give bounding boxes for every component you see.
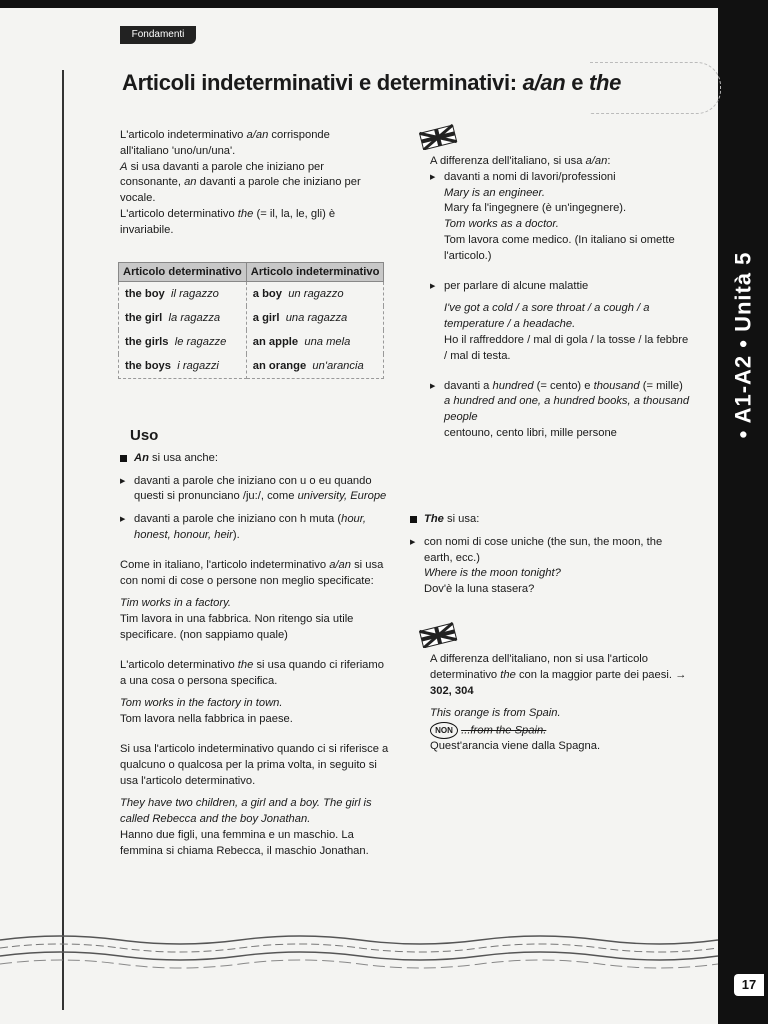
bottom-wave-decoration: [0, 930, 718, 970]
countries-example-italian: Quest'arancia viene dalla Spagna.: [430, 740, 601, 753]
table-header-row: [119, 263, 384, 282]
the-usage-intro: The si usa:: [410, 512, 690, 528]
intro-paragraph-3: L'articolo determinativo the (= il, la, le, gli) è invariabile.: [120, 207, 336, 236]
intro-paragraph-1: L'articolo indeterminativo a/an corrisponde all'italiano 'uno/un/una'.: [120, 129, 330, 157]
professions-example-2-english: Tom works as a doctor.: [444, 218, 559, 231]
table-cell: the boys i ragazzi: [119, 354, 247, 379]
unique-example-italian: Dov'è la luna stasera?: [424, 583, 535, 596]
top-border: [0, 0, 768, 8]
a-an-bullet-1: ▶ davanti a nomi di lavori/professioni: [430, 170, 692, 186]
example-2-english: Tom works in the factory in town.: [120, 697, 283, 710]
page-left-edge: [62, 70, 64, 1010]
an-usage-bullet-2: ▶ davanti a parole che iniziano con h muta (hour, honest, honour, heir).: [120, 512, 390, 544]
uk-flag-icon: [418, 622, 458, 648]
unique-example-english: Where is the moon tonight?: [424, 567, 561, 580]
professions-example-2-italian: Tom lavora come medico. (In italiano si omette l'articolo.): [444, 233, 675, 262]
unit-side-label: • A1-A2 • Unità 5: [730, 251, 756, 439]
table-header-indeterminative: Articolo indeterminativo: [246, 263, 384, 282]
illness-example-english: I've got a cold / a sore throat / a cough / a temperature / a headache.: [444, 302, 650, 331]
table-row: [119, 306, 384, 330]
table-cell: the boy il ragazzo: [119, 282, 247, 307]
numbers-example-english: a hundred and one, a hundred books, a thousand people: [444, 395, 690, 424]
an-usage-bullet-1: ▶ davanti a parole che iniziano con u o eu quando questi si pronunciano /ju:/, come university, Europe: [120, 474, 390, 506]
table-cell: the girl la ragazza: [119, 306, 247, 330]
intro-paragraph-2: A si usa davanti a parole che iniziano per consonante, an davanti a parole che iniziano per vocale.: [120, 160, 361, 205]
page-number: 17: [734, 974, 764, 996]
uso-paragraph-3: Si usa l'articolo indeterminativo quando ci si riferisce a qualcuno o qualcosa per la prima volta, in seguito si usa l'articolo determinativo.: [120, 742, 389, 787]
illness-example-italian: Ho il raffreddore / mal di gola / la tosse / la febbre / mal di testa.: [444, 333, 689, 362]
countries-note: [430, 652, 692, 755]
a-an-differences-intro: A differenza dell'italiano, si usa a/an:: [430, 155, 611, 167]
a-an-bullet-2: ▶ per parlare di alcune malattie: [430, 279, 692, 295]
example-3-italian: Hanno due figli, una femmina e un maschio. La femmina si chiama Rebecca, il maschio Jonathan.: [120, 828, 369, 857]
unit-side-band: [718, 0, 768, 1024]
table-cell: a boy un ragazzo: [246, 282, 384, 307]
uso-heading: Uso: [130, 427, 159, 444]
page-title: Articoli indeterminativi e determinativi: a/an e the: [122, 70, 622, 95]
table-cell: an apple una mela: [246, 330, 384, 354]
table-cell: a girl una ragazza: [246, 306, 384, 330]
articles-table: [118, 262, 384, 379]
professions-example-1-english: Mary is an engineer.: [444, 186, 545, 199]
non-badge-icon: NON: [430, 722, 458, 739]
uso-section: [120, 428, 390, 860]
numbers-example-italian: centouno, cento libri, mille persone: [444, 426, 617, 439]
a-an-differences: [430, 154, 692, 442]
uso-paragraph-2: L'articolo determinativo the si usa quando ci riferiamo a una cosa o persona specifica.: [120, 658, 384, 687]
intro-text: [120, 128, 372, 239]
uso-paragraph-1: Come in italiano, l'articolo indeterminativo a/an si usa con nomi di cose o persone non meglio specificate:: [120, 558, 384, 587]
countries-note-text: A differenza dell'italiano, non si usa l'articolo determinativo the con la maggior parte dei paesi. → 302, 304: [430, 653, 687, 697]
section-tag: Fondamenti: [120, 26, 196, 44]
table-row: [119, 354, 384, 379]
example-2-italian: Tom lavora nella fabbrica in paese.: [120, 713, 293, 726]
table-header-determinative: Articolo determinativo: [119, 263, 247, 282]
uk-flag-icon: [418, 124, 458, 150]
countries-example-english: This orange is from Spain.: [430, 707, 561, 720]
example-1-italian: Tim lavora in una fabbrica. Non ritengo sia utile specificare. (non sappiamo quale): [120, 613, 354, 641]
wrong-usage-example: ...from the Spain.: [461, 724, 547, 737]
wrong-usage-row: [430, 722, 692, 739]
a-an-bullet-3: ▶ davanti a hundred (= cento) e thousand (= mille): [430, 379, 692, 395]
professions-example-1-italian: Mary fa l'ingegnere (è un'ingegnere).: [444, 202, 627, 215]
table-row: [119, 330, 384, 354]
table-row: [119, 282, 384, 307]
an-usage-intro: An si usa anche:: [120, 451, 390, 467]
the-usage-section: [410, 512, 690, 598]
example-1-english: Tim works in a factory.: [120, 597, 231, 610]
cross-reference-link[interactable]: → 302, 304: [430, 668, 687, 697]
table-cell: an orange un'arancia: [246, 354, 384, 379]
example-3-english: They have two children, a girl and a boy. The girl is called Rebecca and the boy Jonathan.: [120, 797, 372, 826]
table-cell: the girls le ragazze: [119, 330, 247, 354]
the-usage-bullet-1: ▶ con nomi di cose uniche (the sun, the moon, the earth, ecc.): [410, 535, 690, 567]
